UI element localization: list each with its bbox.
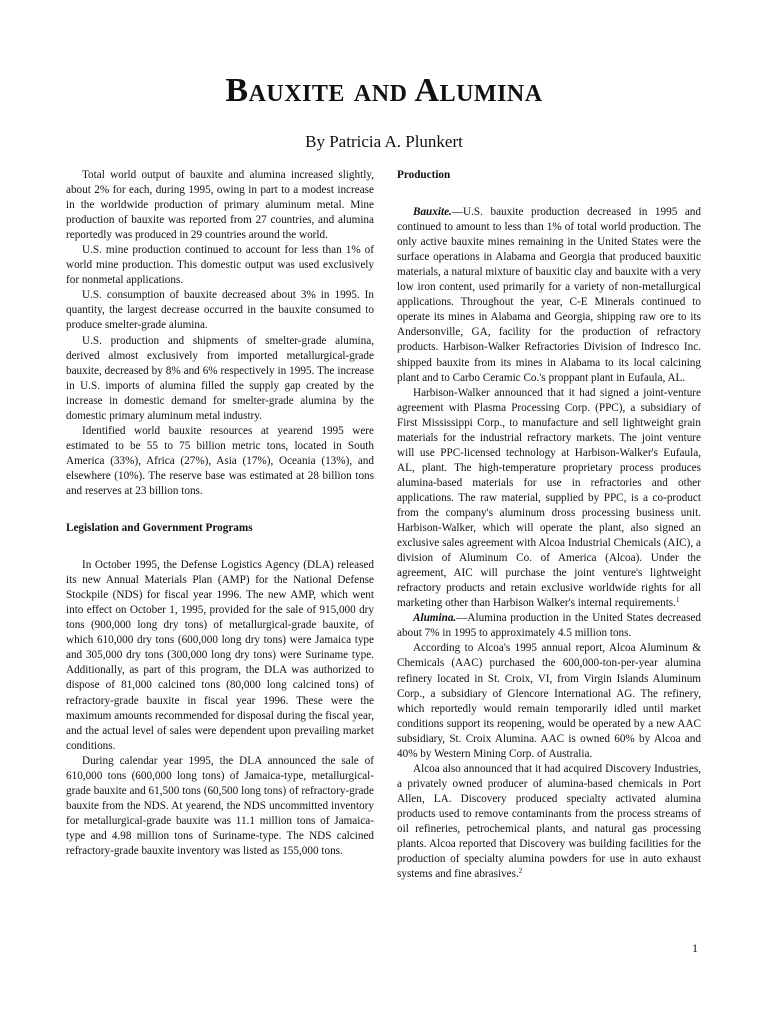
intro-paragraph: Total world output of bauxite and alumina increased slightly, about 2% for each, during 1995, owing in part to a modest increase in the worldwide production of primary aluminum metal. Mine production of bauxite was reported from 27 countries, and alumina reportedly was produced in 29 countries around the world. (66, 169, 374, 242)
intro-paragraph: Identified world bauxite resources at yearend 1995 were estimated to be 55 to 75 billion metric tons, located in South America (33%), Africa (27%), Asia (17%), Oceania (13%), and elsewhere (10%). The reserve base was estimated at 28 billion tons and reserves at 23 billion tons. (66, 424, 374, 497)
footnote-marker: 2 (518, 867, 523, 876)
discovery-paragraph (397, 762, 701, 882)
harbison-text: Harbison-Walker announced that it had signed a joint-venture agreement with Plasma Processing Corp. (PPC), a subsidiary of First Mississippi Corp., to manufacture and sell lightweight grain materials for the industrial refractory markets. The joint venture will use PPC-licensed technology at Harbison-Walker's Eufaula, AL, plant. The high-temperature proprietary process produces alumina-based materials for use in refractories and other applications. The raw material, supplied by PPC, is a co-product from the company's aluminum dross processing business unit. Harbison-Walker, which will operate the plant, also signed an exclusive sales agreement with Alcoa Industrial Chemicals (AIC), a division of Aluminum Co. of America (Alcoa). Under the agreement, AIC will purchase the joint venture's lightweight refractory products and retain exclusive worldwide rights for all marketing other than Harbison Walker's internal requirements. (397, 386, 701, 610)
legislation-paragraph: In October 1995, the Defense Logistics Agency (DLA) released its new Annual Materials Plan (AMP) for the National Defense Stockpile (NDS) for fiscal year 1996. The new AMP, which went into effect on October 1, 1995, provided for the sale of 915,000 dry tons (900,000 long dry tons) of metallurgical-grade bauxite, of which 610,000 dry tons (600,000 long dry tons) were Jamaica type and 305,000 dry tons (300,000 long dry tons) were Suriname type. Additionally, as part of this program, the DLA was authorized to dispose of 81,000 calcined tons (80,000 long calcined tons) of refractory-grade bauxite in fiscal year 1996. These were the maximum amounts recommended for disposal during the fiscal year, and the actual level of sales were dependent upon prevailing market conditions. (66, 559, 374, 752)
legislation-paragraph: During calendar year 1995, the DLA announced the sale of 610,000 tons (600,000 long tons) of Jamaica-type, metallurgical-grade bauxite and 61,500 tons (60,500 long tons) of refractory-grade bauxite from the NDS. At yearend, the NDS uncommitted inventory for metallurgical-grade bauxite was 11.1 million tons of Jamaica-type and 4.98 million tons of Suriname-type. The NDS calcined refractory-grade bauxite inventory was listed as 155,000 tons. (66, 754, 374, 857)
right-column (397, 168, 701, 882)
footnote-marker: 1 (675, 596, 680, 605)
bauxite-paragraph (397, 205, 701, 386)
alumina-text: —Alumina production in the United States decreased about 7% in 1995 to approximately 4.5 million tons. (397, 612, 701, 640)
bauxite-subheading: Bauxite. (413, 206, 452, 219)
intro-paragraph: U.S. mine production continued to account for less than 1% of world mine production. This domestic output was used exclusively for nonmetal applications. (66, 244, 374, 287)
alumina-paragraph (397, 611, 701, 641)
alcoa-report-paragraph: According to Alcoa's 1995 annual report, Alcoa Aluminum & Chemicals (AAC) purchased the 600,000-ton-per-year alumina refinery located in St. Croix, VI, from Virgin Islands Aluminum Corp., a subsidiary of Glencore International AG. The refinery, which reportedly would remain temporarily idled until market conditions support its reopening, would be operated by a new AAC subsidiary, St. Croix Alumina. AAC is owned 60% by Alcoa and 40% by Western Mining Corp. of Australia. (397, 642, 701, 760)
author-byline: By Patricia A. Plunkert (305, 132, 463, 151)
bauxite-text: —U.S. bauxite production decreased in 1995 and continued to amount to less than 1% of total world production. The only active bauxite mines remaining in the United States were the surface operations in Alabama and Georgia that produced bauxitic materials, a natural mixture of bauxitic clay and bauxite with a very low iron content, used primarily for a variety of non-metallurgical applications. Throughout the year, C-E Minerals continued to operate its mines in Alabama and Georgia, shipping raw ore to its Andersonville, GA, facility for the production of refractory products. Harbison-Walker Refractories Division of Indresco Inc. shipped bauxite from its mines in Alabama to its local calcining plant and to Carbo Ceramic Co.'s proppant plant in Eufaula, AL. (397, 206, 701, 384)
section-heading-legislation: Legislation and Government Programs (66, 522, 253, 535)
intro-paragraph: U.S. production and shipments of smelter-grade alumina, derived almost exclusively from imported metallurgical-grade bauxite, decreased by 8% and 6% respectively in 1995. The increase in U.S. imports of alumina filled the supply gap created by the increase in domestic demand for smelter-grade alumina by the domestic primary aluminum metal industry. (66, 334, 374, 422)
section-heading-production: Production (397, 169, 451, 181)
harbison-paragraph (397, 386, 701, 612)
intro-paragraph: U.S. consumption of bauxite decreased about 3% in 1995. In quantity, the largest decrease occurred in the bauxite consumed to produce smelter-grade alumina. (66, 289, 374, 332)
page-number: 1 (692, 941, 698, 955)
left-column (66, 168, 374, 859)
alumina-subheading: Alumina. (413, 612, 457, 625)
document-title: Bauxite and Alumina (225, 72, 543, 109)
discovery-text: Alcoa also announced that it had acquired Discovery Industries, a privately owned producer of alumina-based chemicals in Port Allen, LA. Discovery produced specialty activated alumina products used to remove contaminants from the process streams of oil refineries, petrochemical plants, and natural gas processing plants. Alcoa reported that Discovery was building facilities for the production of specialty alumina powders for use in auto exhaust systems and fine abrasives. (397, 762, 701, 881)
